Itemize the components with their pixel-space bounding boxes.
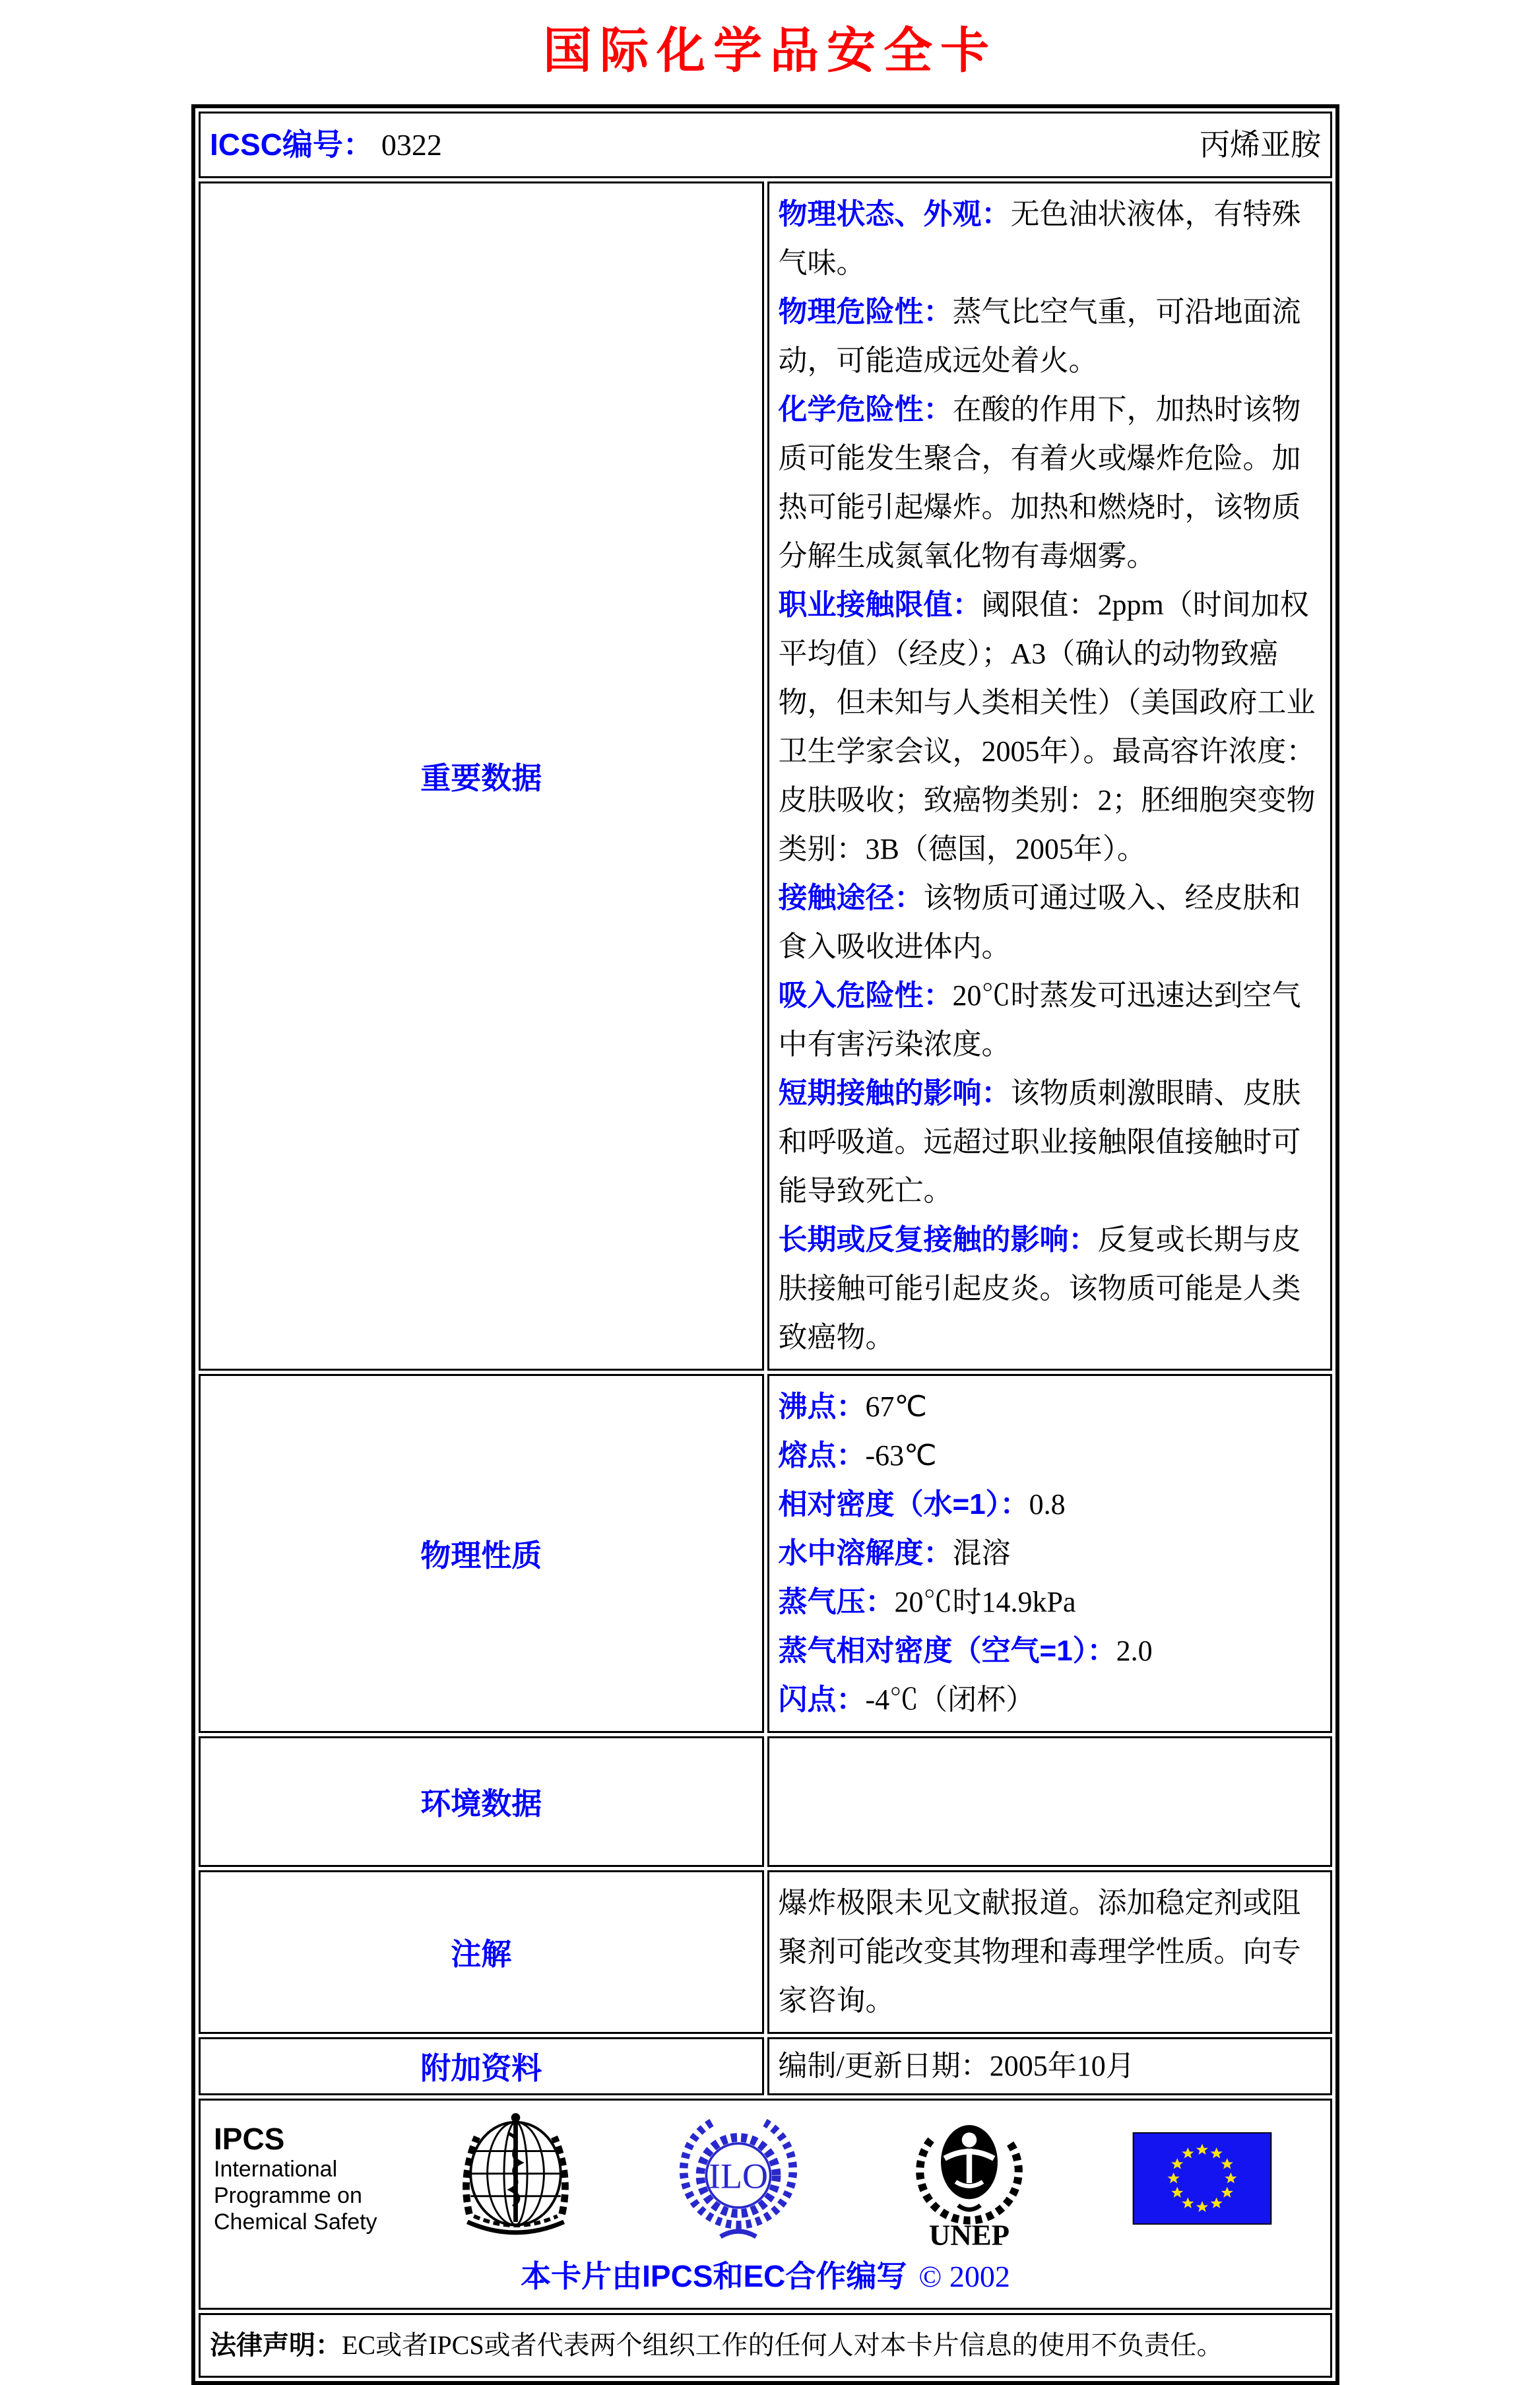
- logos-row: [199, 2099, 1332, 2310]
- field-value: 20℃时蒸发可迅速达到空气中有害污染浓度。: [778, 979, 1301, 1061]
- ipcs-acronym: IPCS: [214, 2122, 285, 2156]
- page-title: 国际化学品安全卡: [543, 24, 997, 79]
- copyright-text: © 2002: [918, 2260, 1010, 2293]
- important-data-item: [779, 288, 1322, 385]
- field-label: 物理危险性：: [778, 296, 953, 328]
- notes-row: [199, 1870, 1332, 2034]
- legal-cell: [199, 2313, 1332, 2378]
- header-content: [210, 123, 1321, 167]
- logos-cell: [199, 2099, 1332, 2310]
- physical-property-item: [779, 1383, 1322, 1431]
- field-label: 闪点：: [778, 1683, 866, 1716]
- important-data-item: [779, 971, 1322, 1069]
- field-label: 吸入危险性：: [778, 979, 953, 1012]
- important-data-label: 重要数据: [420, 761, 542, 795]
- chemical-name: 丙烯亚胺: [1200, 127, 1321, 162]
- field-label: 蒸气相对密度（空气=1）：: [778, 1635, 1116, 1667]
- field-value: 蒸气比空气重，可沿地面流动，可能造成远处着火。: [778, 296, 1301, 377]
- important-data-item: [779, 581, 1322, 874]
- additional-info-row: [199, 2037, 1332, 2095]
- important-data-row: [199, 181, 1332, 1371]
- field-label: 化学危险性：: [778, 393, 953, 426]
- field-value: 在酸的作用下，加热时该物质可能发生聚合，有着火或爆炸危险。加热可能引起爆炸。加热和燃烧时，该物质分解生成氮氧化物有毒烟雾。: [778, 393, 1301, 572]
- ipcs-line: International: [214, 2157, 338, 2182]
- ipcs-line: Programme on: [214, 2183, 362, 2208]
- header-cell: [199, 112, 1332, 178]
- physical-properties-content-cell: [767, 1374, 1333, 1733]
- field-value: 67℃: [865, 1390, 927, 1423]
- important-data-item: [779, 190, 1322, 288]
- physical-properties-row: [199, 1374, 1332, 1733]
- icsc-number-label: ICSC编号：: [210, 127, 373, 162]
- field-label: 短期接触的影响：: [778, 1077, 1011, 1109]
- eu-flag-logo: [1131, 2132, 1273, 2225]
- field-value: -4℃（闭杯）: [865, 1683, 1035, 1716]
- unep-letters: UNEP: [928, 2218, 1010, 2250]
- important-data-item: [779, 1216, 1322, 1362]
- important-data-item: [779, 874, 1322, 971]
- legal-row: [199, 2313, 1332, 2378]
- field-label: 水中溶解度：: [778, 1537, 953, 1569]
- legal-label: 法律声明：: [210, 2331, 342, 2360]
- logos-strip: [214, 2108, 1317, 2248]
- physical-property-item: [779, 1431, 1322, 1480]
- important-data-content-cell: [767, 181, 1333, 1371]
- ilo-letters: ILO: [709, 2156, 768, 2196]
- field-value: 无色油状液体，有特殊气味。: [778, 198, 1301, 279]
- additional-info-label-cell: [199, 2037, 764, 2095]
- icsc-number-group: [210, 123, 442, 167]
- environmental-data-content-cell: [767, 1736, 1333, 1867]
- field-value: 混溶: [952, 1537, 1011, 1569]
- environmental-data-row: [199, 1736, 1332, 1867]
- notes-content: 爆炸极限未见文献报道。添加稳定剂或阻聚剂可能改变其物理和毒理学性质。向专家咨询。: [778, 1887, 1301, 2017]
- unep-logo: [907, 2108, 1032, 2250]
- field-value: 阈限值：2ppm（时间加权平均值）（经皮）；A3（确认的动物致癌物，但未知与人类相关性）（美国政府工业卫生学家会议，2005年）。最高容许浓度：皮肤吸收；致癌物类别：2；胚细胞突变物类别：3B（德国，2005年）。: [778, 589, 1316, 865]
- field-label: 物理状态、外观：: [778, 198, 1011, 230]
- notes-label: 注解: [451, 1937, 512, 1971]
- physical-property-item: [779, 1578, 1322, 1627]
- field-value: 20℃时14.9kPa: [894, 1586, 1076, 1618]
- field-label: 职业接触限值：: [778, 589, 982, 621]
- field-label: 接触途径：: [778, 882, 924, 914]
- field-value: 该物质可通过吸入、经皮肤和食入吸收进体内。: [778, 882, 1301, 963]
- physical-properties-label: 物理性质: [420, 1538, 542, 1573]
- ipcs-block: [214, 2122, 412, 2235]
- field-label: 沸点：: [778, 1390, 866, 1423]
- field-value: -63℃: [865, 1439, 937, 1472]
- physical-property-item: [779, 1480, 1322, 1529]
- field-value: 0.8: [1029, 1488, 1066, 1520]
- legal-text: EC或者IPCS或者代表两个组织工作的任何人对本卡片信息的使用不负责任。: [342, 2330, 1223, 2360]
- physical-property-item: [779, 1529, 1322, 1578]
- important-data-label-cell: [199, 181, 764, 1371]
- field-value: 2.0: [1116, 1635, 1153, 1667]
- ilo-logo: [679, 2112, 798, 2244]
- icsc-number-value: 0322: [381, 128, 442, 162]
- additional-info-label: 附加资料: [420, 2051, 542, 2085]
- notes-label-cell: [199, 1870, 764, 2034]
- credit-line: [214, 2248, 1317, 2303]
- icsc-card-table: [191, 104, 1339, 2385]
- credit-text: 本卡片由IPCS和EC合作编写: [521, 2259, 907, 2293]
- field-label: 相对密度（水=1）：: [778, 1488, 1029, 1520]
- field-label: 长期或反复接触的影响：: [778, 1224, 1098, 1256]
- field-value: 反复或长期与皮肤接触可能引起皮炎。该物质可能是人类致癌物。: [778, 1224, 1301, 1354]
- field-label: 蒸气压：: [778, 1586, 895, 1618]
- important-data-item: [779, 1069, 1322, 1216]
- additional-info-content-cell: [767, 2037, 1333, 2095]
- important-data-item: [779, 385, 1322, 581]
- environmental-data-label-cell: [199, 1736, 764, 1867]
- physical-properties-label-cell: [199, 1374, 764, 1733]
- ipcs-line: Chemical Safety: [214, 2209, 377, 2235]
- physical-property-item: [779, 1627, 1322, 1676]
- notes-content-cell: [767, 1870, 1333, 2034]
- physical-property-item: [779, 1676, 1322, 1724]
- additional-info-content: 编制/更新日期：2005年10月: [778, 2050, 1135, 2082]
- field-value: 该物质刺激眼睛、皮肤和呼吸道。远超过职业接触限值接触时可能导致死亡。: [778, 1077, 1301, 1207]
- who-logo: [451, 2111, 580, 2246]
- environmental-data-label: 环境数据: [420, 1786, 542, 1821]
- header-row: [199, 112, 1332, 178]
- field-label: 熔点：: [778, 1439, 866, 1472]
